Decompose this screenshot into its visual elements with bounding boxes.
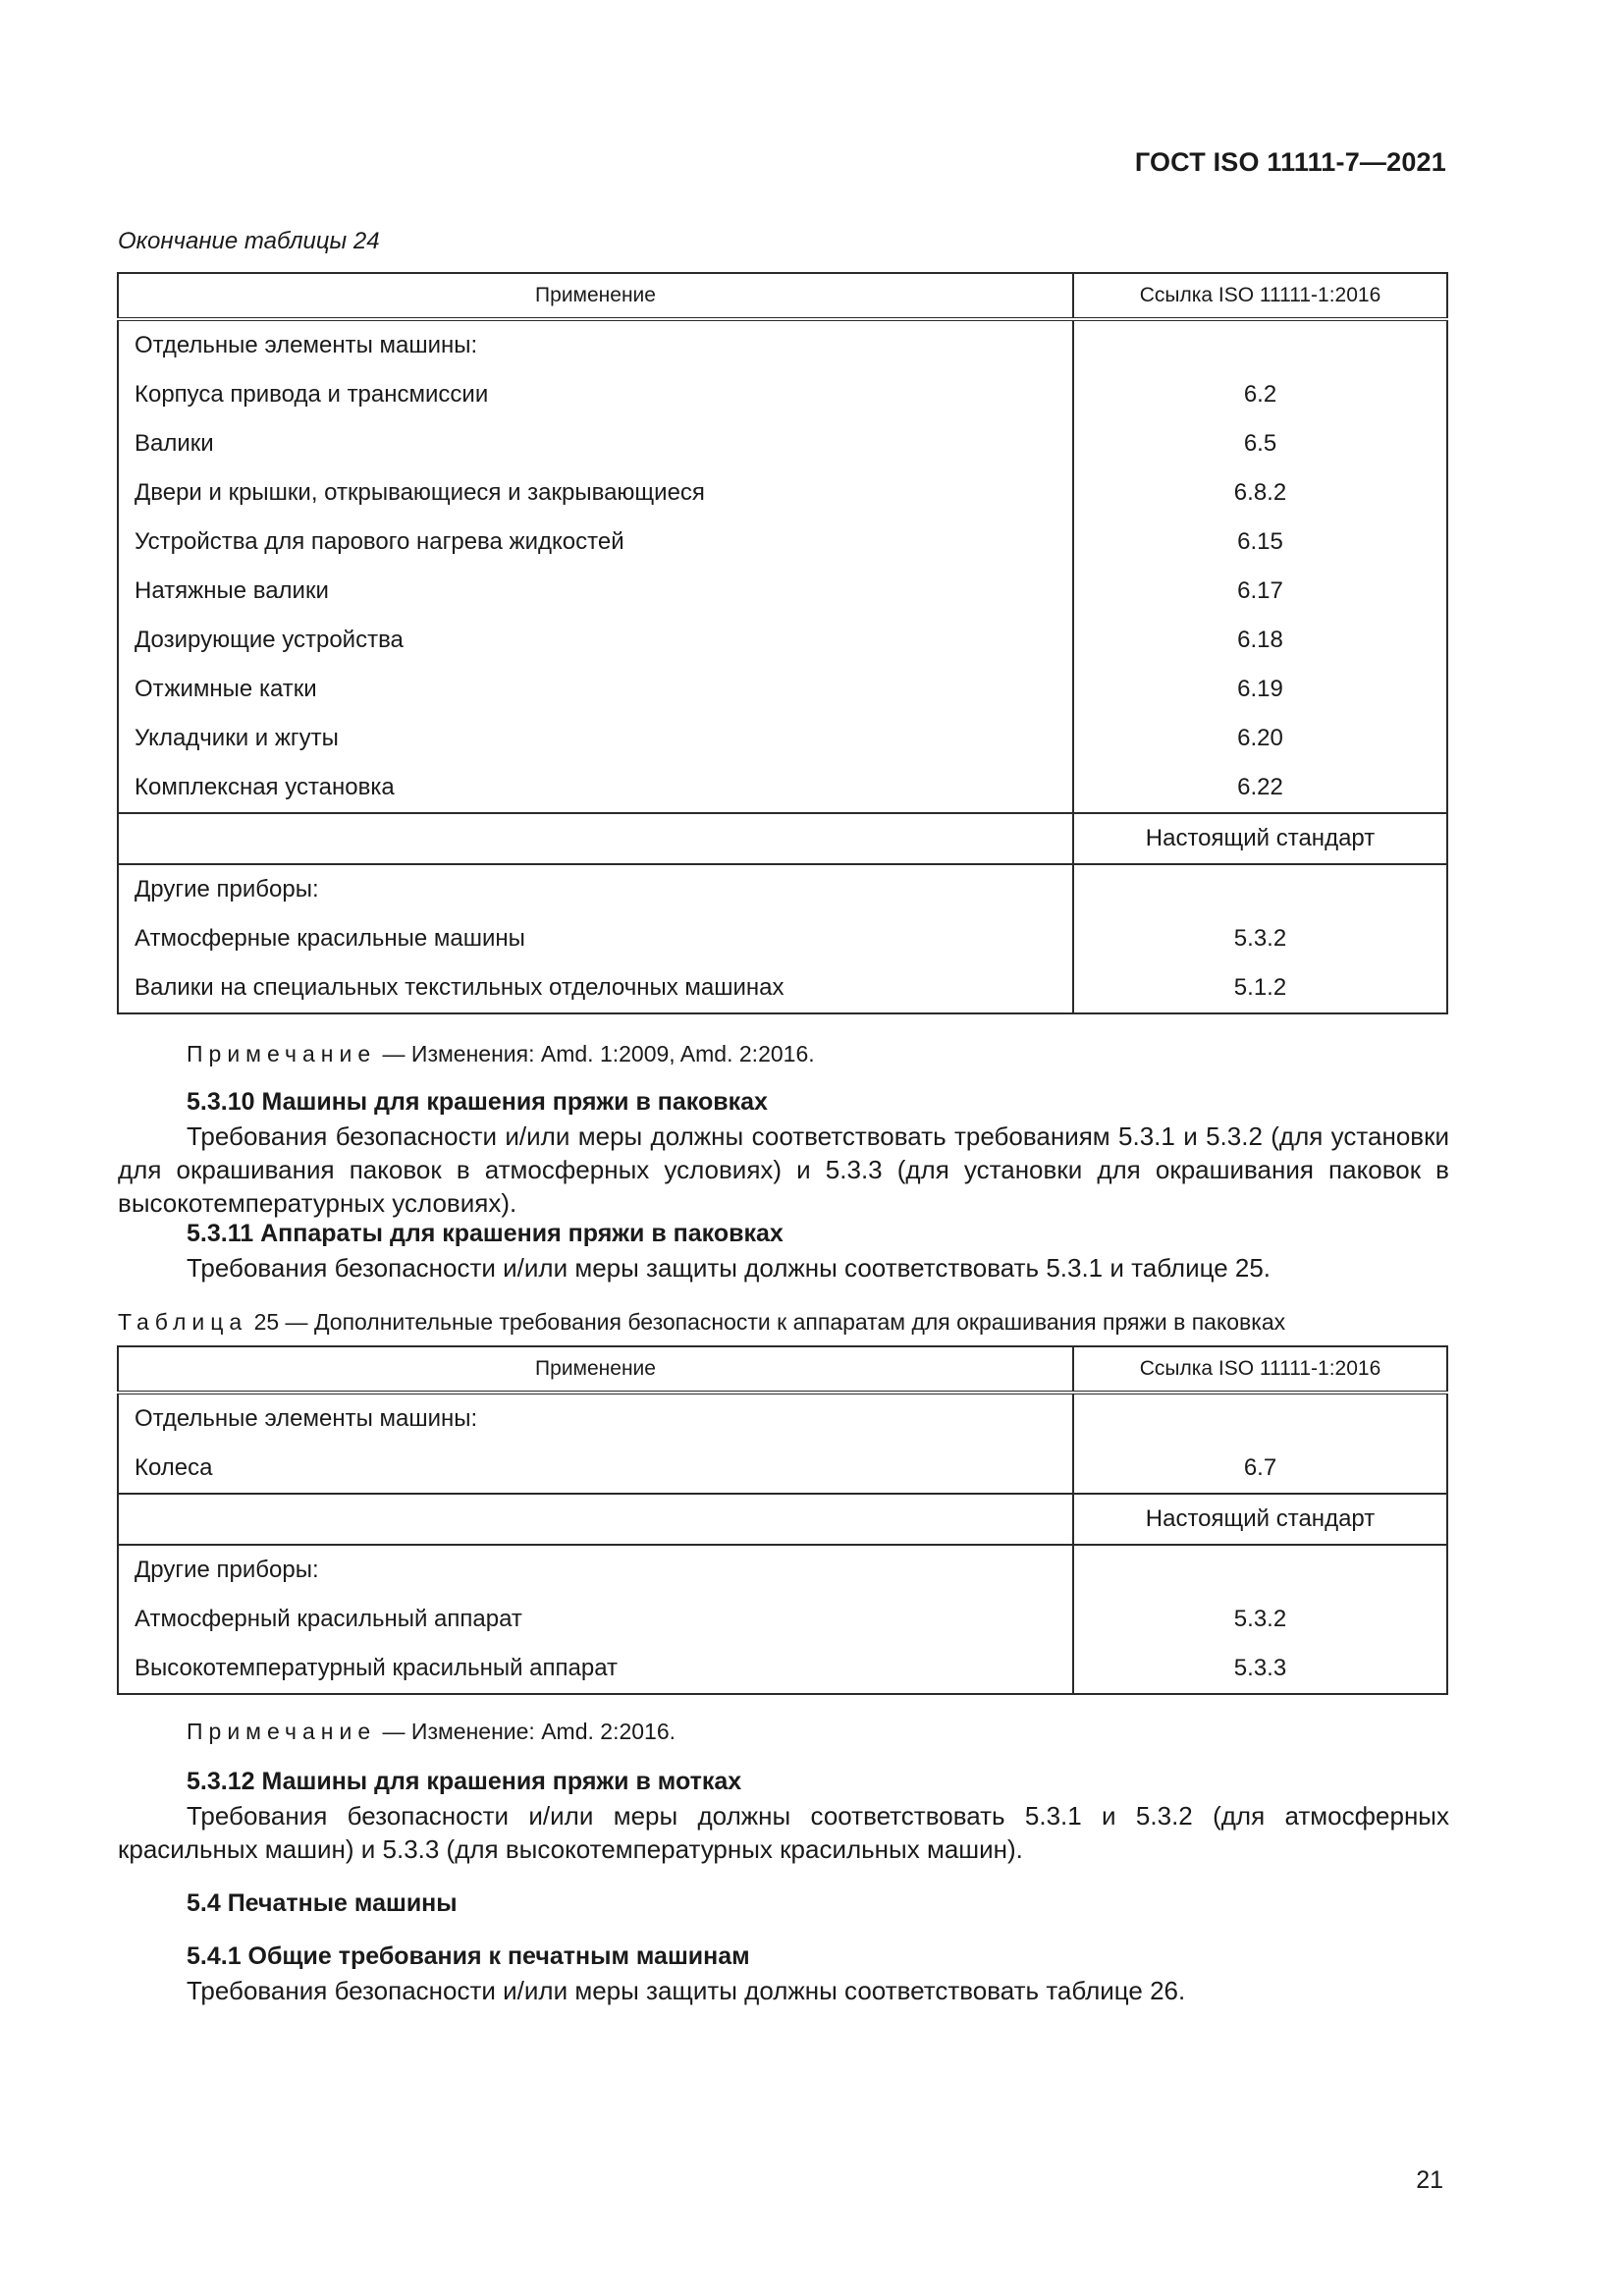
cell-application: Высокотемпературный красильный аппарат <box>118 1644 1073 1694</box>
table-row <box>118 1444 1447 1494</box>
column-header-reference: Ссылка ISO 11111-1:2016 <box>1073 273 1447 319</box>
cell-reference: 6.19 <box>1073 665 1447 714</box>
table-24 <box>117 272 1448 1014</box>
table-row <box>118 319 1447 370</box>
cell-reference: 6.17 <box>1073 567 1447 616</box>
cell-application: Комплексная установка <box>118 763 1073 813</box>
cell-reference: 6.7 <box>1073 1444 1447 1494</box>
table-row <box>118 864 1447 914</box>
section-5-4-1-heading: 5.4.1 Общие требования к печатным машинам <box>187 1942 750 1970</box>
section-5-4-heading: 5.4 Печатные машины <box>187 1889 458 1917</box>
note-text: — Изменение: Amd. 2:2016. <box>382 1719 676 1744</box>
cell-reference <box>1073 1393 1447 1444</box>
cell-reference: 5.1.2 <box>1073 963 1447 1013</box>
cell-application: Двери и крышки, открывающиеся и закрывающиеся <box>118 468 1073 518</box>
table-row <box>118 567 1447 616</box>
cell-reference: 6.2 <box>1073 370 1447 419</box>
column-header-application: Применение <box>118 273 1073 319</box>
cell-application: Валики <box>118 419 1073 468</box>
cell-application: Корпуса привода и трансмиссии <box>118 370 1073 419</box>
table-25 <box>117 1345 1448 1695</box>
cell-application: Устройства для парового нагрева жидкостей <box>118 518 1073 567</box>
document-code: ГОСТ ISO 11111-7—2021 <box>1134 147 1446 177</box>
table-row <box>118 1644 1447 1694</box>
cell-reference <box>1073 864 1447 914</box>
cell-application: Валики на специальных текстильных отделочных машинах <box>118 963 1073 1013</box>
cell-reference <box>1073 1545 1447 1595</box>
cell-application <box>118 813 1073 864</box>
table-25-note <box>187 1719 676 1745</box>
page-number: 21 <box>1416 2166 1443 2194</box>
cell-reference: 6.20 <box>1073 714 1447 763</box>
cell-reference: Настоящий стандарт <box>1073 1494 1447 1545</box>
cell-application: Атмосферный красильный аппарат <box>118 1595 1073 1644</box>
table-row <box>118 468 1447 518</box>
section-5-4-1-text: Требования безопасности и/или меры защиты должны соответствовать таблице 26. <box>187 1976 1186 2005</box>
cell-reference: 5.3.2 <box>1073 1595 1447 1644</box>
cell-application: Натяжные валики <box>118 567 1073 616</box>
table-row <box>118 665 1447 714</box>
cell-reference: Настоящий стандарт <box>1073 813 1447 864</box>
section-5-3-12-heading: 5.3.12 Машины для крашения пряжи в мотках <box>187 1768 742 1795</box>
cell-reference: 6.22 <box>1073 763 1447 813</box>
table-title-text: 25 — Дополнительные требования безопасности к аппаратам для окрашивания пряжи в паковках <box>253 1309 1286 1335</box>
cell-application: Дозирующие устройства <box>118 616 1073 665</box>
table-row <box>118 763 1447 813</box>
table-25-title <box>118 1309 1285 1336</box>
note-label: Примечание <box>187 1719 377 1744</box>
note-text: — Изменения: Amd. 1:2009, Amd. 2:2016. <box>382 1041 815 1066</box>
cell-application: Колеса <box>118 1444 1073 1494</box>
cell-reference: 6.18 <box>1073 616 1447 665</box>
column-header-reference: Ссылка ISO 11111-1:2016 <box>1073 1346 1447 1393</box>
table-24-caption: Окончание таблицы 24 <box>118 228 380 254</box>
cell-application: Другие приборы: <box>118 864 1073 914</box>
cell-application: Укладчики и жгуты <box>118 714 1073 763</box>
cell-application: Отдельные элементы машины: <box>118 1393 1073 1444</box>
section-5-3-11-text: Требования безопасности и/или меры защиты должны соответствовать 5.3.1 и таблице 25. <box>187 1253 1271 1283</box>
table-header-row <box>118 273 1447 319</box>
cell-application: Отдельные элементы машины: <box>118 319 1073 370</box>
cell-application: Другие приборы: <box>118 1545 1073 1595</box>
column-header-application: Применение <box>118 1346 1073 1393</box>
table-row <box>118 370 1447 419</box>
section-5-3-10-heading: 5.3.10 Машины для крашения пряжи в паковках <box>187 1088 768 1116</box>
table-row <box>118 1393 1447 1444</box>
table-24-note <box>187 1041 815 1067</box>
cell-application: Отжимные катки <box>118 665 1073 714</box>
table-row <box>118 1494 1447 1545</box>
table-label: Таблица <box>118 1309 248 1335</box>
cell-reference: 6.8.2 <box>1073 468 1447 518</box>
cell-application: Атмосферные красильные машины <box>118 914 1073 963</box>
table-header-row <box>118 1346 1447 1393</box>
section-5-3-10-text: Требования безопасности и/или меры должны соответствовать требованиям 5.3.1 и 5.3.2 (для установки для окрашивания паковок в атмосферных условиях) и 5.3.3 (для установки для окрашивания паковок в высокотемпературных условиях). <box>118 1121 1449 1218</box>
table-row <box>118 813 1447 864</box>
table-row <box>118 714 1447 763</box>
table-row <box>118 419 1447 468</box>
section-5-3-12-text: Требования безопасности и/или меры должны соответствовать 5.3.1 и 5.3.2 (для атмосферных красильных машин) и 5.3.3 (для высокотемпературных красильных машин). <box>118 1801 1449 1864</box>
cell-reference: 6.15 <box>1073 518 1447 567</box>
table-row <box>118 1595 1447 1644</box>
cell-reference: 5.3.2 <box>1073 914 1447 963</box>
cell-application <box>118 1494 1073 1545</box>
table-row <box>118 518 1447 567</box>
table-row <box>118 914 1447 963</box>
table-row <box>118 1545 1447 1595</box>
cell-reference <box>1073 319 1447 370</box>
table-row <box>118 616 1447 665</box>
note-label: Примечание <box>187 1041 377 1066</box>
section-5-3-11-heading: 5.3.11 Аппараты для крашения пряжи в паковках <box>187 1220 784 1247</box>
table-row <box>118 963 1447 1013</box>
cell-reference: 6.5 <box>1073 419 1447 468</box>
cell-reference: 5.3.3 <box>1073 1644 1447 1694</box>
